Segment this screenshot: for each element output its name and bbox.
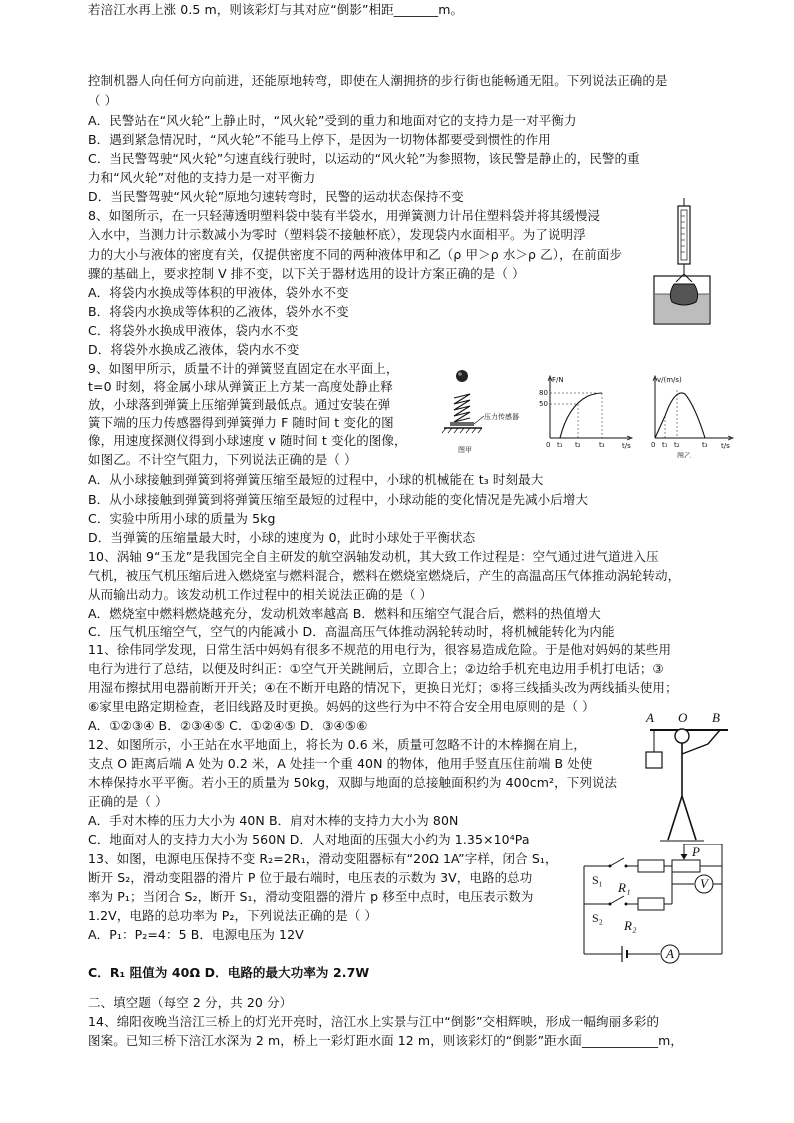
text-line: D．将袋外水换成乙液体，袋内水不变	[88, 342, 300, 357]
text-line: 10、涡轴 9“玉龙”是我国完全自主研发的航空涡轴发动机，其大致工作过程是：空气通过进气道进入压	[88, 549, 659, 564]
text-line: 支点 O 距离后端 A 处为 0.2 米，A 处挂一个重 40N 的物体，他用手竖直压住前端 B 处使	[88, 756, 593, 771]
text-line: C．将袋外水换成甲液体，袋内水不变	[88, 323, 299, 338]
section-heading: C．R₁ 阻值为 40Ω D．电路的最大功率为 2.7W	[88, 965, 370, 980]
figure-9b-velocity-graph	[643, 372, 739, 458]
text-line: t=0 时刻，将金属小球从弹簧正上方某一高度处静止释	[88, 379, 393, 394]
text-line: C．实验中所用小球的质量为 5kg	[88, 511, 276, 526]
text-line: D．当弹簧的压缩量最大时，小球的速度为 0，此时小球处于平衡状态	[88, 530, 476, 545]
text-line: 电行为进行了总结，以便及时纠正：①空气开关跳闸后，立即合上；②边给手机充电边用手机打电话；③	[88, 661, 664, 676]
f-axis-label: F/N	[552, 376, 564, 384]
v-t-tick-t3: t₃	[702, 441, 708, 449]
text-line: D．当民警驾驶“风火轮”原地匀速转弯时，民警的运动状态保持不变	[88, 189, 464, 204]
figure-spring-scale-beaker	[650, 198, 714, 326]
text-line: 13、如图，电源电压保持不变 R₂=2R₁，滑动变阻器标有“20Ω 1A”字样，闭合 S₁，	[88, 851, 558, 866]
t-axis-label-v: t/s	[721, 442, 730, 450]
text-line: 如图乙。不计空气阻力，下列说法正确的是（ ）	[88, 452, 357, 467]
f-tick-80: 80	[539, 389, 548, 397]
text-line: 图案。已知三桥下涪江水深为 2 m，桥上一彩灯距水面 12 m，则该彩灯的“倒影”距水面____________m，	[88, 1033, 684, 1048]
text-line: 8、如图所示，在一只轻薄透明塑料袋中装有半袋水，用弹簧测力计吊住塑料袋并将其缓慢浸	[88, 208, 601, 223]
figure-13-circuit	[570, 844, 740, 968]
label-P: P	[692, 844, 700, 859]
point-B: B	[712, 710, 720, 725]
text-line: 力的大小与液体的密度有关，仅提供密度不同的两种液体甲和乙（ρ 甲＞ρ 水＞ρ 乙），在前面步	[88, 247, 623, 262]
text-line: 正确的是（ ）	[88, 794, 168, 809]
text-line: 用湿布擦拭用电器前断开开关；④在不断开电路的情况下，更换日光灯；⑤将三线插头改为两线插头使用；	[88, 680, 678, 695]
label-S1: S₁	[592, 873, 603, 887]
text-line: 率为 P₁；当闭合 S₂，断开 S₁，滑动变阻器的滑片 p 移至中点时，电压表示数为	[88, 889, 534, 904]
text-line: 控制机器人向任何方向前进，还能原地转弯，即使在人潮拥挤的步行街也能畅通无阻。下列说法正确的是	[88, 73, 668, 88]
text-line: B．遇到紧急情况时，“风火轮”不能马上停下，是因为一切物体都要受到惯性的作用	[88, 132, 551, 147]
text-line: A．将袋内水换成等体积的甲液体，袋外水不变	[88, 285, 349, 300]
text-line: A．①②③④ B．②③④⑤ C．①②④⑤ D．③④⑤⑥	[88, 718, 368, 733]
text-line: 骤的基础上，要求控制 V 排不变，以下关于器材选用的设计方案正确的是（ ）	[88, 266, 525, 281]
text-line: 放，小球落到弹簧上压缩弹簧到最低点。通过安装在弹	[88, 397, 391, 412]
figure-12-lever-person	[640, 708, 740, 848]
label-voltmeter: V	[700, 876, 708, 891]
text-line: 二、填空题（每空 2 分，共 20 分）	[88, 995, 293, 1010]
caption-figure-a: 图甲	[458, 446, 472, 454]
text-line: 从而输出动力。该发动机工作过程中的相关说法正确的是（ ）	[88, 587, 433, 602]
text-line: 木棒保持水平平衡。若小王的质量为 50kg，双脚与地面的总接触面积约为 400cm²，下列说法	[88, 775, 618, 790]
label-R1: R₁	[618, 880, 631, 895]
caption-figure-b: 图乙	[677, 452, 691, 458]
t-axis-label-f: t/s	[622, 442, 631, 450]
text-line: 像，用速度探测仪得到小球速度 v 随时间 t 变化的图像，	[88, 433, 407, 448]
v-t-tick-0: 0	[651, 441, 656, 449]
text-line: B．将袋内水换成等体积的乙液体，袋外水不变	[88, 304, 349, 319]
text-line: ⑥家里电路定期检查，老旧线路及时更换。妈妈的这些行为中不符合安全用电原则的是（ ）	[88, 699, 595, 714]
text-line: A．P₁：P₂=4：5 B．电源电压为 12V	[88, 927, 304, 942]
text-line: 断开 S₂，滑动变阻器的滑片 P 位于最右端时，电压表的示数为 3V，电路的总功	[88, 870, 533, 885]
label-R2: R₂	[624, 918, 637, 933]
text-line: 9、如图甲所示，质量不计的弹簧竖直固定在水平面上，	[88, 361, 399, 376]
text-line: 入水中，当测力计示数减小为零时（塑料袋不接触杯底），发现袋内水面相平。为了说明浮	[88, 227, 586, 242]
text-line: 11、徐伟同学发现，日常生活中妈妈有很多不规范的用电行为，很容易造成危险。于是他对妈妈的某些用	[88, 642, 672, 657]
text-line: 12、如图所示，小王站在水平地面上，将长为 0.6 米，质量可忽略不计的木棒搁在肩上，	[88, 737, 587, 752]
text-line: 气机，被压气机压缩后进入燃烧室与燃料混合，燃料在燃烧室燃烧后，产生的高温高压气体推动涡轮转动，	[88, 568, 681, 583]
text-line: B．从小球接触到弹簧到将弹簧压缩至最短的过程中，小球动能的变化情况是先减小后增大	[88, 492, 589, 507]
text-line: C．当民警驾驶“风火轮”匀速直线行驶时，以运动的“风火轮”为参照物，该民警是静止的，民警的重	[88, 151, 640, 166]
text-line: C．压气机压缩空气，空气的内能减小 D．高温高压气体推动涡轮转动时，将机械能转化为内能	[88, 624, 615, 639]
point-A: A	[646, 710, 654, 725]
text-line: （ ）	[88, 93, 118, 108]
point-O: O	[678, 710, 688, 725]
text-line: A．手对木棒的压力大小为 40N B．肩对木棒的支持力大小为 80N	[88, 813, 459, 828]
t-tick-t1: t₁	[557, 441, 563, 449]
text-line: C．地面对人的支持力大小为 560N D．人对地面的压强大小约为 1.35×10⁴Pa	[88, 832, 530, 847]
sensor-label: 压力传感器	[484, 413, 519, 421]
label-ammeter: A	[666, 946, 674, 961]
text-line: 1.2V，电路的总功率为 P₂，下列说法正确的是（ ）	[88, 908, 378, 923]
text-line: 若涪江水再上涨 0.5 m，则该彩灯与其对应“倒影”相距_______m。	[88, 2, 464, 17]
text-line: A．从小球接触到弹簧到将弹簧压缩至最短的过程中，小球的机械能在 t₃ 时刻最大	[88, 472, 544, 487]
t-tick-t3: t₃	[599, 441, 605, 449]
v-axis-label: v/(m/s)	[657, 376, 682, 384]
t-tick-0: 0	[546, 441, 551, 449]
f-tick-50: 50	[539, 400, 548, 408]
label-S2: S₂	[592, 911, 603, 925]
figure-9a-ball-spring	[440, 364, 552, 458]
text-line: 簧下端的压力传感器得到弹簧弹力 F 随时间 t 变化的图	[88, 415, 394, 430]
text-line: A．燃烧室中燃料燃烧越充分，发动机效率越高 B．燃料和压缩空气混合后，燃料的热值增大	[88, 606, 601, 621]
text-line: 力和“风火轮”对他的支持力是一对平衡力	[88, 170, 316, 185]
figure-9b-force-graph	[538, 372, 638, 458]
text-line: A．民警站在“风火轮”上静止时，“风火轮”受到的重力和地面对它的支持力是一对平衡力	[88, 113, 577, 128]
text-line: 14、绵阳夜晚当涪江三桥上的灯光开亮时，涪江水上实景与江中“倒影”交相辉映，形成一幅绚丽多彩的	[88, 1014, 660, 1029]
t-tick-t2: t₂	[575, 441, 581, 449]
v-t-tick-t1: t₁	[662, 441, 668, 449]
v-t-tick-t2: t₂	[674, 441, 680, 449]
